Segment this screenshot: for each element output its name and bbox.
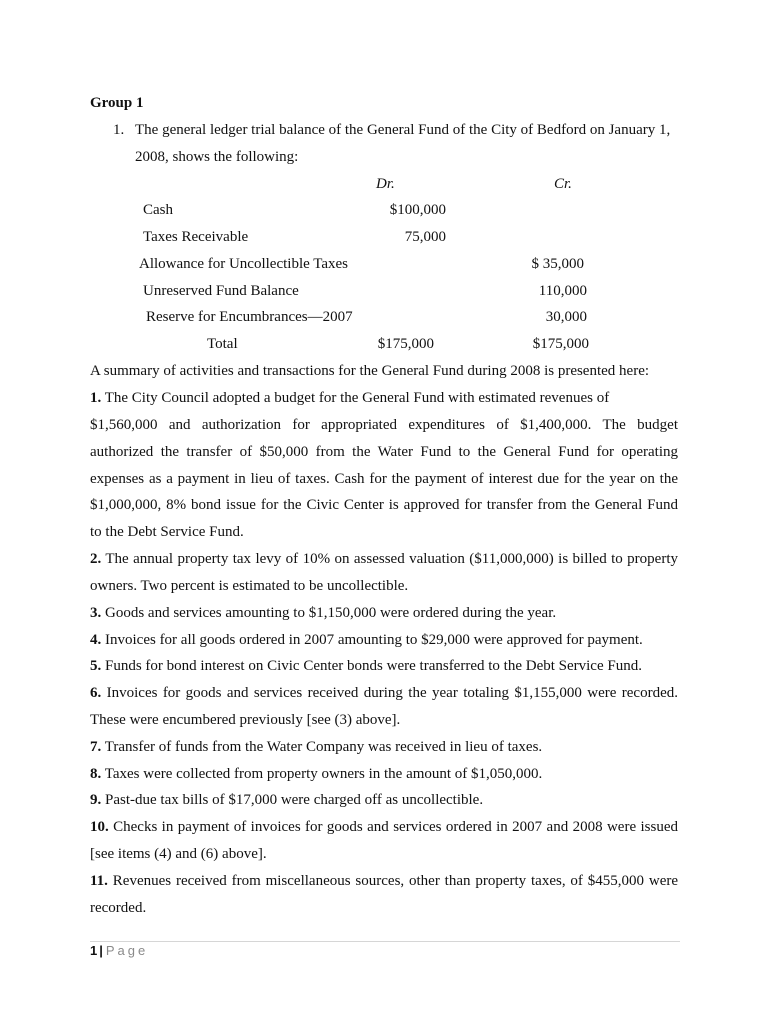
item-text: Funds for bond interest on Civic Center bonds were transferred to the Debt Service Fund. [105,658,642,674]
page-label: Page [105,943,149,958]
item-text: Past-due tax bills of $17,000 were charged off as uncollectible. [105,792,484,808]
transaction-item-5 [90,657,642,675]
item-text: expenses as a payment in lieu of taxes. Cash for the payment of interest due for the year on the [90,471,678,487]
item-text: [see items (4) and (6) above]. [90,846,267,862]
cr-total: $175,000 [532,336,589,352]
cr-amount-reserve-encumbrances: 30,000 [545,309,587,325]
item-text: $1,000,000, 8% bond issue for the Civic Center is approved for transfer from the General Fund [90,497,678,513]
total-label: Total [207,336,238,352]
dr-amount-cash: $100,000 [389,202,446,218]
transaction-item-8 [90,765,542,783]
problem-text-line-1: The general ledger trial balance of the General Fund of the City of Bedford on January 1, [135,122,671,138]
cr-amount-unreserved-fund-balance: 110,000 [538,283,587,299]
item-text: Transfer of funds from the Water Company was received in lieu of taxes. [104,739,543,755]
cr-amount-allowance: $ 35,000 [531,256,584,272]
account-name-allowance: Allowance for Uncollectible Taxes [139,256,349,272]
problem-text-line-2: 2008, shows the following: [135,149,299,165]
item-number: 8. [90,766,102,782]
item-number: 3. [90,605,102,621]
item-text: to the Debt Service Fund. [90,524,244,540]
item-text: owners. Two percent is estimated to be uncollectible. [90,578,409,594]
item-text: authorized the transfer of $50,000 from the Water Fund to the General Fund for operating [90,444,678,460]
footer-divider [90,941,680,942]
item-text: These were encumbered previously [see (3) above]. [90,712,401,728]
account-name-reserve-encumbrances: Reserve for Encumbrances—2007 [146,309,353,325]
item-text: Goods and services amounting to $1,150,000 were ordered during the year. [105,605,557,621]
item-text: The City Council adopted a budget for the General Fund with estimated revenues of [104,390,610,406]
item-number: 2. [90,551,102,567]
item-text: Checks in payment of invoices for goods and services ordered in 2007 and 2008 were issued [113,819,678,835]
item-text: $1,560,000 and authorization for appropriated expenditures of $1,400,000. The budget [90,417,678,433]
transaction-item-7 [90,738,542,756]
page-footer [90,942,148,960]
item-text: Revenues received from miscellaneous sources, other than property taxes, of $455,000 were [112,873,679,889]
item-number: 7. [90,739,102,755]
dr-amount-taxes-receivable: 75,000 [404,229,446,245]
footer-separator: | [99,943,103,958]
summary-intro: A summary of activities and transactions for the General Fund during 2008 is presented here: [90,363,650,379]
transaction-item-4 [90,631,643,649]
page-number: 1 [90,943,98,958]
item-text: The annual property tax levy of 10% on assessed valuation ($11,000,000) is billed to property [105,551,679,567]
dr-total: $175,000 [377,336,434,352]
item-number: 1. [90,390,102,406]
section-heading: Group 1 [90,95,144,111]
item-text: recorded. [90,900,147,916]
item-number: 11. [90,873,108,889]
dr-column-header: Dr. [376,176,395,192]
account-name-unreserved-fund-balance: Unreserved Fund Balance [143,283,299,299]
item-number: 4. [90,632,102,648]
transaction-item-3 [90,604,556,622]
account-name-cash: Cash [143,202,173,218]
problem-number: 1. [113,122,125,138]
item-text: Invoices for goods and services received during the year totaling $1,155,000 were recorded. [106,685,678,701]
item-number: 6. [90,685,102,701]
item-text: Invoices for all goods ordered in 2007 amounting to $29,000 were approved for payment. [105,632,643,648]
item-number: 9. [90,792,102,808]
item-number: 10. [90,819,109,835]
cr-column-header: Cr. [554,176,572,192]
account-name-taxes-receivable: Taxes Receivable [143,229,249,245]
item-number: 5. [90,658,102,674]
item-text: Taxes were collected from property owners in the amount of $1,050,000. [104,766,543,782]
transaction-item-9 [90,791,483,809]
